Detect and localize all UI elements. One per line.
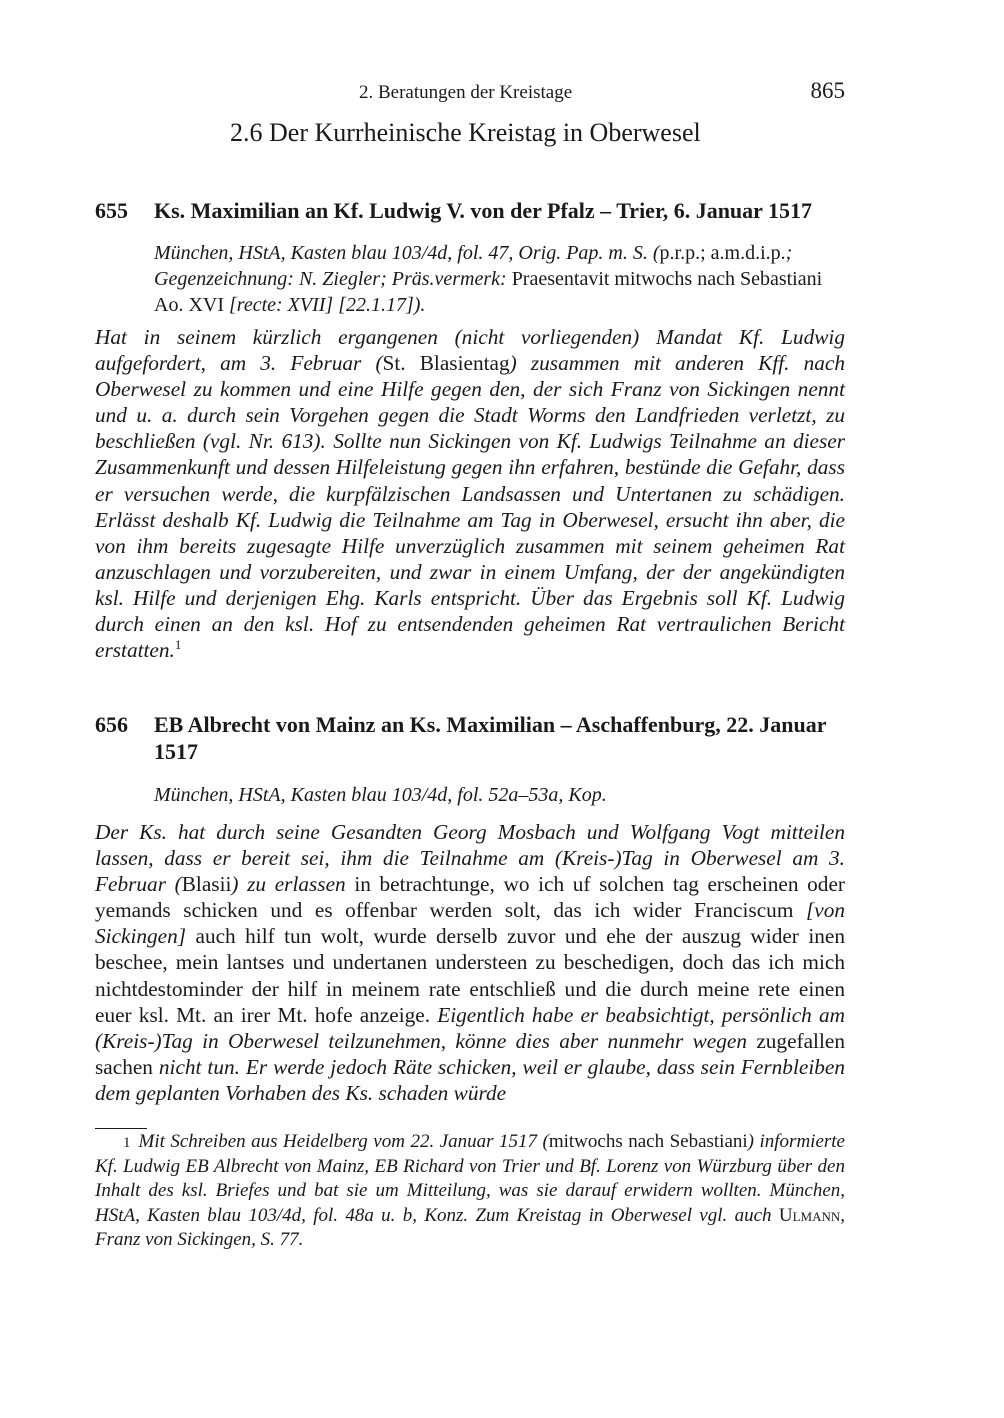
footnote-text: , Franz von Sickingen, S. 77. — [95, 1204, 845, 1250]
footnote-reference[interactable]: 1 — [174, 637, 182, 653]
running-title: 2. Beratungen der Kreistage — [359, 82, 573, 103]
summary-text: ) zusammen mit anderen Kff. nach Oberwesel zu kommen und eine Hilfe gegen den, der sich Franz von Sickingen nennt und u. a. durch sein Vorgehen gegen die Stadt Worms den Landfrieden verletzt, zu beschließen (vgl. Nr. 613). Sollte nun Sickingen von Kf. Ludwigs Teilnahme an dieser Zusammenkunft und dessen Hilfeleistung gegen ihn erfahren, bestünde die Gefahr, dass er versuchen werde, die kurpfälzischen Landsassen und Untertanen zu schädigen. Erlässt deshalb Kf. Ludwig die Teilnahme am Tag in Oberwesel, ersucht ihn aber, die von ihm bereits zugesagte Hilfe unverzüglich zusammen mit seinem geheimen Rat anzuschlagen und vorzubereiten, und zwar in einem Umfang, der der angekündigten ksl. Hilfe und derjenigen Ehg. Karls entspricht. Über das Ergebnis soll Kf. Ludwig durch einen an den ksl. Hof zu entsendenden geheimen Rat vertraulichen Bericht erstatten. — [95, 351, 845, 663]
source-text: München, HStA, Kasten blau 103/4d, fol. 47, Orig. Pap. m. S. ( — [154, 242, 660, 264]
source-text: Praesentavit mitwochs nach Sebastiani Ao. XVI — [154, 268, 823, 316]
entry-number: 655 — [95, 198, 128, 223]
footnote-1 — [95, 1130, 845, 1252]
footnote-text: ) informierte Kf. Ludwig EB Albrecht von Mainz, EB Richard von Trier und Bf. Lorenz von Würzburg über den Inhalt des ksl. Briefes und bat sie um Mitteilung, was sie darauf erwidern wollten. München, HStA, Kasten blau 103/4d, fol. 48a u. b, Konz. Zum Kreistag in Oberwesel vgl. auch — [95, 1131, 845, 1226]
source-text: [recte: XVII] [22.1.17]). — [229, 294, 426, 316]
source-note-655 — [154, 240, 845, 318]
summary-text: nicht tun. Er werde jedoch Räte schicken, weil er glaube, dass sein Fernbleiben dem geplanten Vorhaben des Ks. schaden würde — [95, 1054, 845, 1105]
source-text: ; Gegenzeichnung: N. Ziegler; Präs.vermerk: — [154, 242, 793, 290]
page-number: 865 — [810, 78, 845, 103]
summary-text: Eigentlich habe er beabsichtigt, persönlich am (Kreis-)Tag in Oberwesel teilzunehmen, könne dies aber nunmehr wegen — [95, 1002, 845, 1053]
summary-656 — [95, 819, 845, 1106]
summary-text: Blasii — [181, 872, 232, 897]
entry-title: Ks. Maximilian an Kf. Ludwig V. von der Pfalz – Trier, 6. Januar 1517 — [154, 198, 813, 223]
summary-text: [von Sickingen] — [95, 898, 845, 949]
entry-title: EB Albrecht von Mainz an Ks. Maximilian – Aschaffenburg, 22. Januar 1517 — [154, 712, 827, 764]
footnote-text: mitwochs nach Sebastiani — [548, 1131, 748, 1152]
source-text: a.m.d.i.p. — [705, 242, 786, 264]
entry-number: 656 — [95, 712, 128, 737]
summary-text: Hat in seinem kürzlich ergangenen (nicht vorliegenden) Mandat Kf. Ludwig aufgefordert, am 3. Februar ( — [95, 325, 845, 376]
footnote-mark: 1 — [123, 1135, 131, 1151]
summary-text: Der Ks. hat durch seine Gesandten Georg Mosbach und Wolfgang Vogt mitteilen lassen, dass er bereit sei, ihm die Teilnahme am (Kreis-)Tag in Oberwesel am 3. Februar ( — [95, 820, 845, 897]
author-name: Ulmann — [778, 1204, 841, 1226]
section-heading: 2.6 Der Kurrheinische Kreistag in Oberwesel — [230, 118, 701, 147]
summary-655 — [95, 324, 845, 663]
summary-text: auch hilf tun wolt, wurde derselb zuvor und ehe der auszug wider inen beschee, mein lantses und undertanen understeen zu beschedigen, doch das ich mich nichtdestominder der hilf in meinem rate entschließ und die durch meine rete einen euer ksl. Mt. an irer Mt. hofe anzeige. — [95, 924, 845, 1027]
summary-text: zugefallen sachen — [95, 1028, 845, 1079]
footnote-text: Mit Schreiben aus Heidelberg vom 22. Januar 1517 ( — [138, 1131, 549, 1152]
source-note-656: München, HStA, Kasten blau 103/4d, fol. 52a–53a, Kop. — [154, 784, 607, 806]
footnote-rule — [95, 1128, 147, 1129]
summary-text: in betrachtunge, wo ich uf solchen tag erscheinen oder yemands schicken und es offenbar werden solt, das ich wider Franciscum — [95, 872, 845, 923]
summary-text: ) zu erlassen — [231, 872, 346, 897]
running-head — [95, 78, 845, 108]
source-text: p.r.p.; — [659, 242, 706, 264]
summary-text: St. Blasientag — [382, 351, 510, 376]
